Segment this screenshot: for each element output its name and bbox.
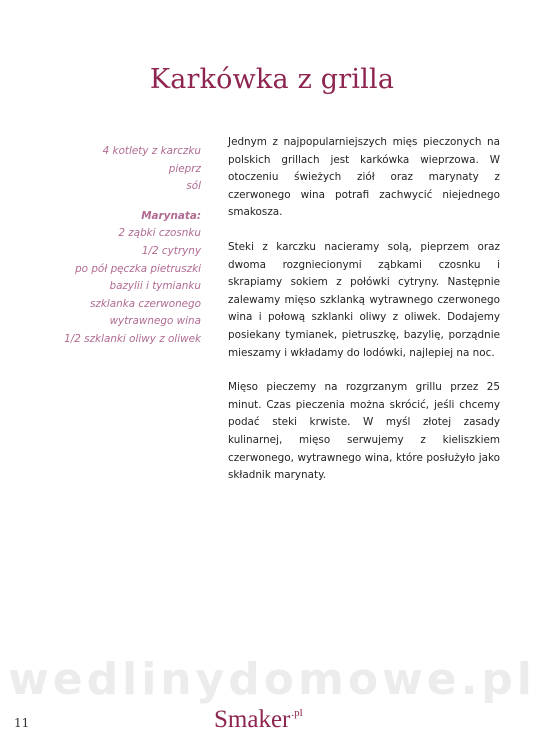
marinade-item: 1/2 szklanki oliwy z oliwek [64,332,201,345]
ingredient-item: 4 kotlety z karczku [102,145,201,157]
marinade-item: szklanka czerwonego [89,297,201,310]
body-paragraph: Mięso pieczemy na rozgrzanym grillu przez 25 minut. Czas pieczenia można skrócić, jeśli chcemy podać steki krwiste. W myśl złotej zasady kulinarnej, mięso serwujemy z kieliszkiem czerwonego, wytrawnego wina, które posłużyło jako składnik marynaty. [228,381,500,482]
page-number: 11 [14,716,30,730]
body-paragraph: Jednym z najpopularniejszych mięs pieczonych na polskich grillach jest karkówka wieprzowa. W otoczeniu świeżych ziół oraz marynaty z czerwonego wina potrafi zachwycić niejednego smakosza. [228,136,500,219]
ingredient-item: pieprz [168,162,201,175]
logo-brand-text: Smaker [214,706,291,733]
smaker-logo [212,703,352,733]
page-title: Karkówka z grilla [149,64,395,95]
section-spacer [40,196,201,208]
body-paragraph: Steki z karczku nacieramy solą, pieprzem oraz dwoma rozgniecionymi ząbkami czosnku i skrapiamy sokiem z połówki cytryny. Następnie zalewamy mięso szklanką wytrawnego czerwonego wina i połową szklanki oliwy z oliwek. Dodajemy posiekany tymianek, pietruszkę, bazylię, porządnie mieszamy i wkładamy do lodówki, najlepiej na noc. [228,240,500,359]
ingredients-list [40,143,201,349]
marinade-item: 2 ząbki czosnku [118,227,201,240]
logo-suffix-text: .pl [291,707,303,719]
recipe-description [228,134,500,502]
watermark: wedlinydomowe.pl [8,654,536,705]
marinade-item: wytrawnego wina [109,315,201,328]
marinade-item: 1/2 cytryny [141,244,201,257]
marinade-item: bazylii i tymianku [109,280,201,293]
marinade-item: po pół pęczka pietruszki [75,262,201,275]
ingredient-item: sól [186,180,201,193]
marinade-heading: Marynata: [141,209,201,222]
